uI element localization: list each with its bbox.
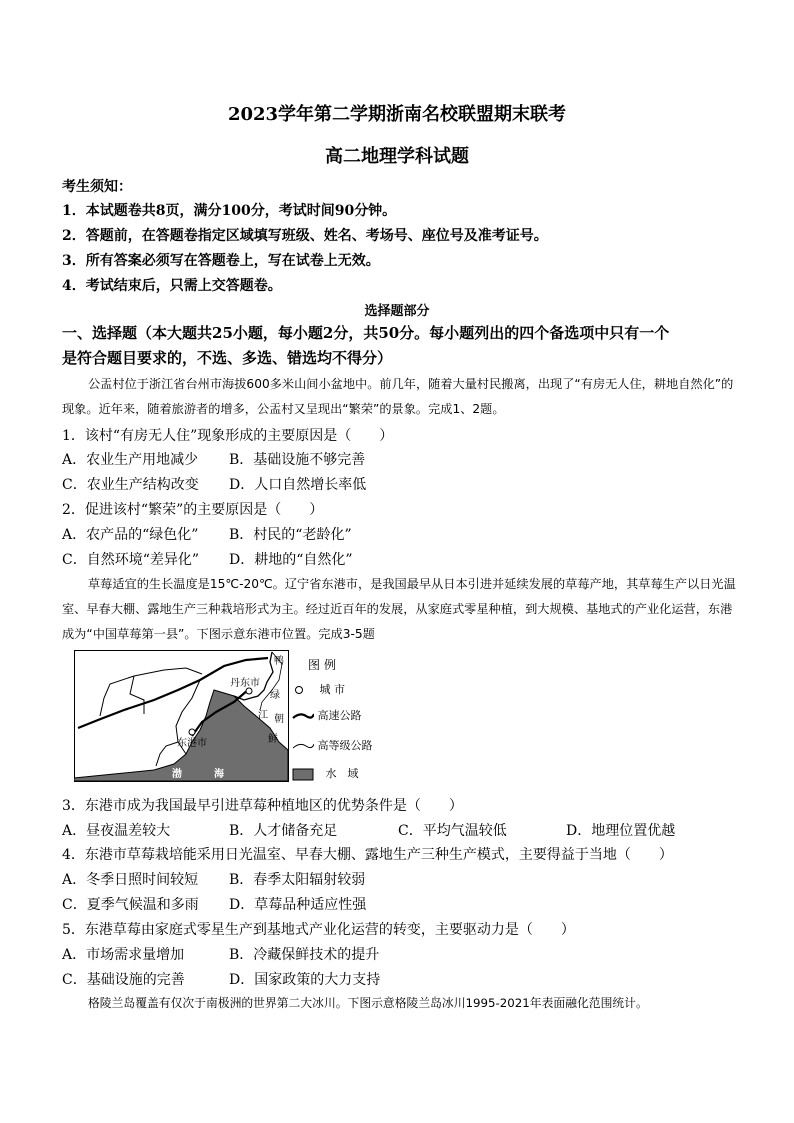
q4-option-b[interactable]: B．春季太阳辐射较弱 <box>229 872 366 888</box>
legend-water-label: 水 域 <box>325 767 359 780</box>
q2-option-a[interactable]: A．农产品的“绿色化” <box>62 527 199 543</box>
q3-option-b[interactable]: B．人才储备充足 <box>229 823 338 839</box>
question-5-stem: 5．东港草莓由家庭式零星生产到基地式产业化运营的转变，主要驱动力是（ ） <box>62 922 575 938</box>
korea-label: 鲜 <box>268 734 278 745</box>
q4-option-d[interactable]: D．草莓品种适应性强 <box>229 897 367 913</box>
q5-option-d[interactable]: D．国家政策的大力支持 <box>229 972 381 988</box>
water-symbol-icon <box>292 768 314 781</box>
passage-donggang <box>62 572 742 647</box>
passage-text: 公盂村位于浙江省台州市海拔600多米山间小盆地中。前几年，随着大量村民搬离，出现了“有房无人住，耕地自然化”的现象。近年来，随着旅游者的增多，公盂村又呈现出“繁荣”的景象。完成1、2题。 <box>62 377 734 416</box>
river-label: 江 <box>258 710 268 721</box>
legend-highway <box>292 737 373 753</box>
q3-option-d[interactable]: D．地理位置优越 <box>566 823 676 839</box>
part1-instruction: 一、选择题（本大题共25小题，每小题2分，共50分。每小题列出的四个备选项中只有一个 <box>62 324 670 342</box>
river-label: 绿 <box>270 690 280 701</box>
section-title: 选择题部分 <box>364 304 430 319</box>
legend-expressway <box>292 707 362 723</box>
q5-option-a[interactable]: A．市场需求量增加 <box>62 947 185 963</box>
question-1-stem: 1．该村“有房无人住”现象形成的主要原因是（ ） <box>62 428 394 444</box>
q5-option-b[interactable]: B．冷藏保鲜技术的提升 <box>229 947 380 963</box>
q2-option-d[interactable]: D．耕地的“自然化” <box>229 552 353 568</box>
river-label: 鸭 <box>274 656 284 667</box>
q2-option-b[interactable]: B．村民的“老龄化” <box>229 527 352 543</box>
q1-option-d[interactable]: D．人口自然增长率低 <box>229 477 367 493</box>
passage-text: 格陵兰岛覆盖有仅次于南极洲的世界第二大冰川。下图示意格陵兰岛冰川1995-2021年表面融化范围统计。 <box>88 996 648 1010</box>
korea-label: 朝 <box>274 714 284 725</box>
sea-label-hai: 海 <box>214 769 224 780</box>
legend-highway-label: 高等级公路 <box>317 739 373 752</box>
city-symbol-icon <box>292 684 306 696</box>
exam-title: 2023学年第二学期浙南名校联盟期末联考 <box>227 104 567 125</box>
sea-label-bo: 渤 <box>172 769 182 780</box>
legend-water <box>292 765 359 781</box>
city-label-dandong: 丹东市 <box>230 678 260 689</box>
passage-greenland <box>62 991 742 1016</box>
q3-option-c[interactable]: C．平均气温较低 <box>398 823 507 839</box>
q1-option-c[interactable]: C．农业生产结构改变 <box>62 477 199 493</box>
q1-option-a[interactable]: A．农业生产用地减少 <box>62 452 199 468</box>
legend-expressway-label: 高速公路 <box>317 709 362 722</box>
expressway-symbol-icon <box>292 711 314 721</box>
donggang-location-map <box>74 650 289 782</box>
q1-option-b[interactable]: B．基础设施不够完善 <box>229 452 366 468</box>
city-marker-donggang <box>189 729 195 735</box>
passage-text: 草莓适宜的生长温度是15℃-20℃。辽宁省东港市，是我国最早从日本引进并延续发展的草莓产地，其草莓生产以日光温室、早春大棚、露地生产三种栽培形式为主。经过近百年的发展，从家庭式零星种植，到大规模、基地式的产业化运营，东港成为“中国草莓第一县”。下图示意东港市位置。完成3-5题 <box>62 577 736 641</box>
q2-option-c[interactable]: C．自然环境“差异化” <box>62 552 200 568</box>
map-legend <box>292 650 412 782</box>
city-label-donggang: 东港市 <box>177 738 207 749</box>
notice-item: 3．所有答案必须写在答题卷上，写在试卷上无效。 <box>62 253 380 269</box>
legend-title: 图例 <box>308 658 341 672</box>
q4-option-c[interactable]: C．夏季气候温和多雨 <box>62 897 199 913</box>
q3-option-a[interactable]: A．昼夜温差较大 <box>62 823 171 839</box>
notice-item: 4．考试结束后，只需上交答题卷。 <box>62 278 282 294</box>
q5-option-c[interactable]: C．基础设施的完善 <box>62 972 185 988</box>
passage-gongyu <box>62 372 742 422</box>
q4-option-a[interactable]: A．冬季日照时间较短 <box>62 872 199 888</box>
notice-item: 2．答题前，在答题卷指定区域填写班级、姓名、考场号、座位号及准考证号。 <box>62 228 548 244</box>
notice-item: 1．本试题卷共8页，满分100分，考试时间90分钟。 <box>62 203 397 219</box>
question-2-stem: 2．促进该村“繁荣”的主要原因是（ ） <box>62 502 324 518</box>
legend-city-label: 城 市 <box>319 683 345 696</box>
part1-instruction-cont: 是符合题目要求的，不选、多选、错选均不得分） <box>62 349 393 367</box>
notice-heading: 考生须知： <box>62 179 132 195</box>
legend-city <box>292 681 345 697</box>
highway-symbol-icon <box>292 741 314 751</box>
question-3-stem: 3．东港市成为我国最早引进草莓种植地区的优势条件是（ ） <box>62 798 463 814</box>
question-4-stem: 4．东港市草莓栽培能采用日光温室、早春大棚、露地生产三种生产模式，主要得益于当地（ ） <box>62 847 673 863</box>
subject-title: 高二地理学科试题 <box>325 146 469 167</box>
